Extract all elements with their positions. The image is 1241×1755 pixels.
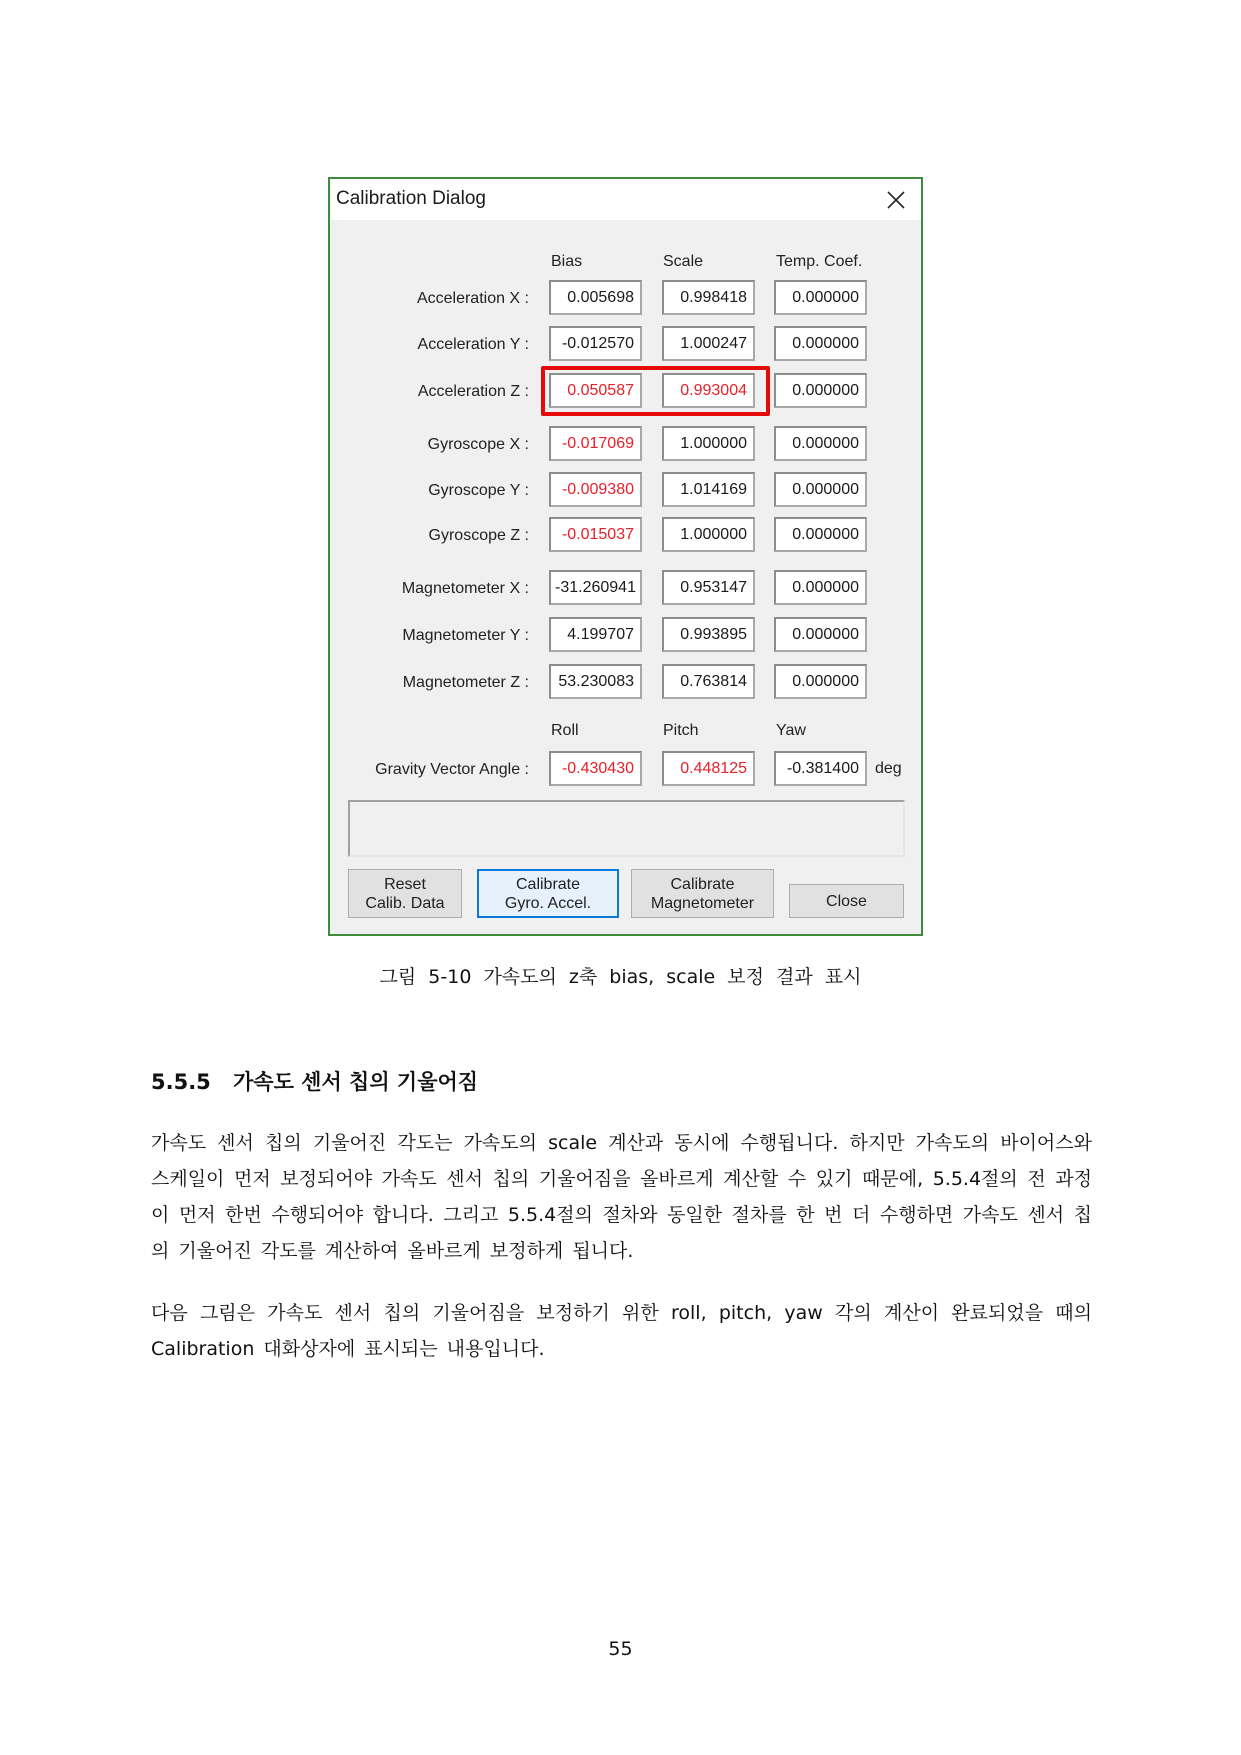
gyro-y-scale-field[interactable]: 1.014169 [662,472,755,507]
reset-button-line1: Reset [384,875,426,893]
calibrate-gyro-accel-button[interactable] [477,869,619,918]
acc-z-bias-field[interactable]: 0.050587 [549,373,642,408]
mag-button-line1: Calibrate [670,875,735,893]
reset-calib-data-button[interactable] [348,869,462,918]
acc-z-scale-field[interactable]: 0.993004 [662,373,755,408]
body-paragraph-2: 다음 그림은 가속도 센서 칩의 기울어짐을 보정하기 위한 roll, pitch, yaw 각의 계산이 완료되었을 때의 Calibration 대화상자에 표시되는 내용입니다. [151,1302,1092,1360]
acc-z-temp-field[interactable]: 0.000000 [774,373,867,408]
label-gyroscope-z: Gyroscope Z : [428,527,529,544]
mag-z-scale-field[interactable]: 0.763814 [662,664,755,699]
gyro-button-line1: Calibrate [515,875,581,893]
reset-button-line2: Calib. Data [365,894,445,912]
label-acceleration-x: Acceleration X : [416,290,529,307]
body-paragraph-1: 가속도 센서 칩의 기울어진 각도는 가속도의 scale 계산과 동시에 수행됩니다. 하지만 가속도의 바이어스와 스케일이 먼저 보정되어야 가속도 센서 칩의 기울어짐을 올바르게 계산할 수 있기 때문에, 5.5.4절의 전 과정이 먼저 한번 수행되어야 합니다. 그리고 5.5.4절의 절차와 동일한 절차를 한 번 더 수행하면 가속도 센서 칩의 기울어진 각도를 계산하여 올바르게 보정하게 됩니다. [151,1132,1092,1262]
gyro-y-temp-field[interactable]: 0.000000 [774,472,867,507]
mag-x-bias-field[interactable]: -31.260941 [549,570,642,605]
mag-y-temp-field[interactable]: 0.000000 [774,617,867,652]
acc-y-temp-field[interactable]: 0.000000 [774,326,867,361]
header-temp-coef: Temp. Coef. [776,253,863,270]
gyro-x-bias-field[interactable]: -0.017069 [549,426,642,461]
label-acceleration-z: Acceleration Z : [417,383,529,400]
header-roll: Roll [551,722,579,739]
label-magnetometer-x: Magnetometer X : [401,580,529,597]
yaw-field[interactable]: -0.381400 [774,751,867,786]
header-yaw: Yaw [776,722,806,739]
header-bias: Bias [551,253,583,270]
acc-y-bias-field[interactable]: -0.012570 [549,326,642,361]
acc-x-scale-field[interactable]: 0.998418 [662,280,755,315]
header-scale: Scale [663,253,704,270]
header-pitch: Pitch [663,722,699,739]
label-gyroscope-x: Gyroscope X : [427,436,529,453]
acc-x-bias-field[interactable]: 0.005698 [549,280,642,315]
figure-caption: 그림 5-10 가속도의 z축 bias, scale 보정 결과 표시 [379,966,862,988]
section-heading [151,1066,478,1096]
highlight-rectangle [541,366,770,416]
mag-z-bias-field[interactable]: 53.230083 [549,664,642,699]
mag-z-temp-field[interactable]: 0.000000 [774,664,867,699]
unit-deg: deg [875,760,902,777]
dialog-title: Calibration Dialog [336,188,486,209]
gyro-y-bias-field[interactable]: -0.009380 [549,472,642,507]
title-bar[interactable] [330,179,921,220]
gyro-x-scale-field[interactable]: 1.000000 [662,426,755,461]
label-gyroscope-y: Gyroscope Y : [428,482,529,499]
close-button-label: Close [826,892,867,910]
mag-x-scale-field[interactable]: 0.953147 [662,570,755,605]
calibration-dialog [328,177,923,936]
roll-field[interactable]: -0.430430 [549,751,642,786]
label-magnetometer-z: Magnetometer Z : [402,674,529,691]
acc-x-temp-field[interactable]: 0.000000 [774,280,867,315]
section-number: 5.5.5 [151,1070,211,1094]
calibrate-magnetometer-button[interactable] [631,869,774,918]
section-title: 가속도 센서 칩의 기울어짐 [233,1070,479,1094]
close-icon[interactable] [881,185,911,215]
gyro-button-line2: Gyro. Accel. [504,894,592,912]
mag-button-line2: Magnetometer [650,894,755,912]
gyro-x-temp-field[interactable]: 0.000000 [774,426,867,461]
label-gravity-vector-angle: Gravity Vector Angle : [375,761,529,778]
label-magnetometer-y: Magnetometer Y : [402,627,529,644]
gyro-z-bias-field[interactable]: -0.015037 [549,517,642,552]
pitch-field[interactable]: 0.448125 [662,751,755,786]
status-box [348,800,905,857]
acc-y-scale-field[interactable]: 1.000247 [662,326,755,361]
close-button[interactable] [789,884,904,918]
gyro-z-scale-field[interactable]: 1.000000 [662,517,755,552]
page-number: 55 [608,1638,633,1660]
mag-y-scale-field[interactable]: 0.993895 [662,617,755,652]
mag-y-bias-field[interactable]: 4.199707 [549,617,642,652]
mag-x-temp-field[interactable]: 0.000000 [774,570,867,605]
label-acceleration-y: Acceleration Y : [417,336,529,353]
gyro-z-temp-field[interactable]: 0.000000 [774,517,867,552]
